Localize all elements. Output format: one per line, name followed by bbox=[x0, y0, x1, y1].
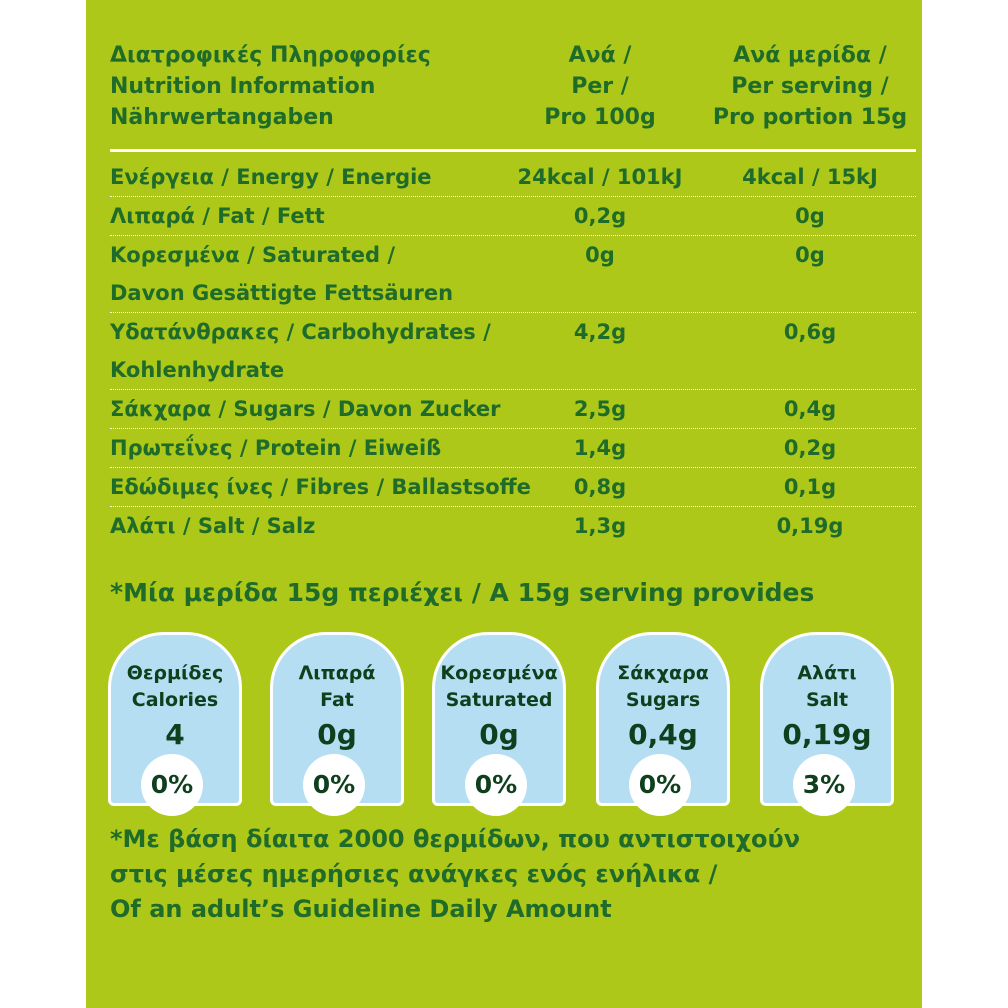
header-nutrient-column bbox=[110, 40, 431, 133]
table-row-sugars bbox=[110, 390, 916, 429]
table-row-protein bbox=[110, 429, 916, 468]
row-per100: 4,2g bbox=[573, 320, 627, 344]
badge-percent: 3% bbox=[793, 754, 855, 816]
badge-label-english: Calories bbox=[131, 689, 219, 711]
gda-footnote bbox=[110, 822, 800, 927]
header-name-english: Nutrition Information bbox=[110, 74, 376, 99]
badge-label-greek: Σάκχαρα bbox=[617, 662, 709, 684]
badge-label-greek: Θερμίδες bbox=[126, 662, 224, 684]
row-per100: 0g bbox=[585, 243, 615, 267]
row-label-line2: Kohlenhydrate bbox=[110, 358, 285, 382]
badge-value: 0g bbox=[317, 718, 357, 751]
row-per100: 0,2g bbox=[573, 204, 627, 228]
footnote-line-1: *Με βάση δίαιτα 2000 θερμίδων, που αντιστοιχούν bbox=[110, 825, 801, 853]
badge-percent: 0% bbox=[303, 754, 365, 816]
footnote-line-3: Of an adult’s Guideline Daily Amount bbox=[110, 895, 612, 923]
badge-label-greek: Λιπαρά bbox=[298, 662, 376, 684]
gda-badge-fat bbox=[270, 632, 404, 808]
gda-badges bbox=[108, 632, 898, 812]
row-label: Σάκχαρα / Sugars / Davon Zucker bbox=[110, 397, 501, 421]
serving-provides-title: *Μία μερίδα 15g περιέχει / A 15g serving provides bbox=[110, 578, 815, 607]
badge-label-greek: Κορεσμένα bbox=[440, 662, 558, 684]
table-row-saturated bbox=[110, 236, 916, 313]
row-serving: 0,19g bbox=[776, 514, 844, 538]
row-per100: 1,4g bbox=[573, 436, 627, 460]
header-per100-german: Pro 100g bbox=[544, 105, 656, 130]
badge-percent: 0% bbox=[465, 754, 527, 816]
badge-label-english: Salt bbox=[805, 689, 849, 711]
footnote-line-2: στις μέσες ημερήσιες ανάγκες ενός ενήλικα / bbox=[110, 860, 718, 888]
nutrition-table bbox=[110, 158, 916, 545]
row-per100: 2,5g bbox=[573, 397, 627, 421]
row-label: Πρωτεΐνες / Protein / Eiweiß bbox=[110, 436, 442, 460]
row-serving: 0,1g bbox=[783, 475, 837, 499]
row-label: Αλάτι / Salt / Salz bbox=[110, 514, 316, 538]
header-serving-greek: Ανά μερίδα / bbox=[733, 43, 887, 68]
row-per100: 0,8g bbox=[573, 475, 627, 499]
badge-label-greek: Αλάτι bbox=[797, 662, 857, 684]
header-per100-greek: Ανά / bbox=[568, 43, 632, 68]
row-serving: 4kcal / 15kJ bbox=[742, 165, 878, 189]
row-label: Ενέργεια / Energy / Energie bbox=[110, 165, 432, 189]
row-serving: 0g bbox=[795, 204, 825, 228]
badge-value: 4 bbox=[165, 718, 185, 751]
gda-badge-saturated bbox=[432, 632, 566, 808]
gda-badge-salt bbox=[760, 632, 894, 808]
table-row-fibres bbox=[110, 468, 916, 507]
header-serving-german: Pro portion 15g bbox=[712, 105, 908, 130]
row-label: Κορεσμένα / Saturated / bbox=[110, 243, 396, 267]
row-serving: 0,6g bbox=[783, 320, 837, 344]
table-row-energy bbox=[110, 158, 916, 197]
header-divider bbox=[110, 149, 916, 152]
badge-percent: 0% bbox=[141, 754, 203, 816]
row-label: Λιπαρά / Fat / Fett bbox=[110, 204, 325, 228]
header-serving-column bbox=[700, 40, 920, 133]
row-label: Εδώδιμες ίνες / Fibres / Ballastsoffe bbox=[110, 475, 531, 499]
row-label: Υδατάνθρακες / Carbohydrates / bbox=[110, 320, 491, 344]
header-name-greek: Διατροφικές Πληροφορίες bbox=[110, 43, 431, 68]
badge-label-english: Saturated bbox=[445, 689, 553, 711]
row-serving: 0,2g bbox=[783, 436, 837, 460]
table-row-fat bbox=[110, 197, 916, 236]
table-row-carbohydrates bbox=[110, 313, 916, 390]
row-label-line2: Davon Gesättigte Fettsäuren bbox=[110, 281, 454, 305]
row-per100: 1,3g bbox=[573, 514, 627, 538]
badge-value: 0,19g bbox=[782, 718, 872, 751]
badge-value: 0,4g bbox=[628, 718, 698, 751]
header-per100-english: Per / bbox=[571, 74, 629, 99]
badge-label-english: Sugars bbox=[625, 689, 701, 711]
header-name-german: Nährwertangaben bbox=[110, 105, 334, 130]
gda-badge-sugars bbox=[596, 632, 730, 808]
header-per100-column bbox=[500, 40, 700, 133]
gda-badge-calories bbox=[108, 632, 242, 808]
badge-percent: 0% bbox=[629, 754, 691, 816]
row-serving: 0g bbox=[795, 243, 825, 267]
row-serving: 0,4g bbox=[783, 397, 837, 421]
header-serving-english: Per serving / bbox=[731, 74, 889, 99]
table-row-salt bbox=[110, 507, 916, 545]
badge-value: 0g bbox=[479, 718, 519, 751]
row-per100: 24kcal / 101kJ bbox=[517, 165, 683, 189]
badge-label-english: Fat bbox=[320, 689, 354, 711]
